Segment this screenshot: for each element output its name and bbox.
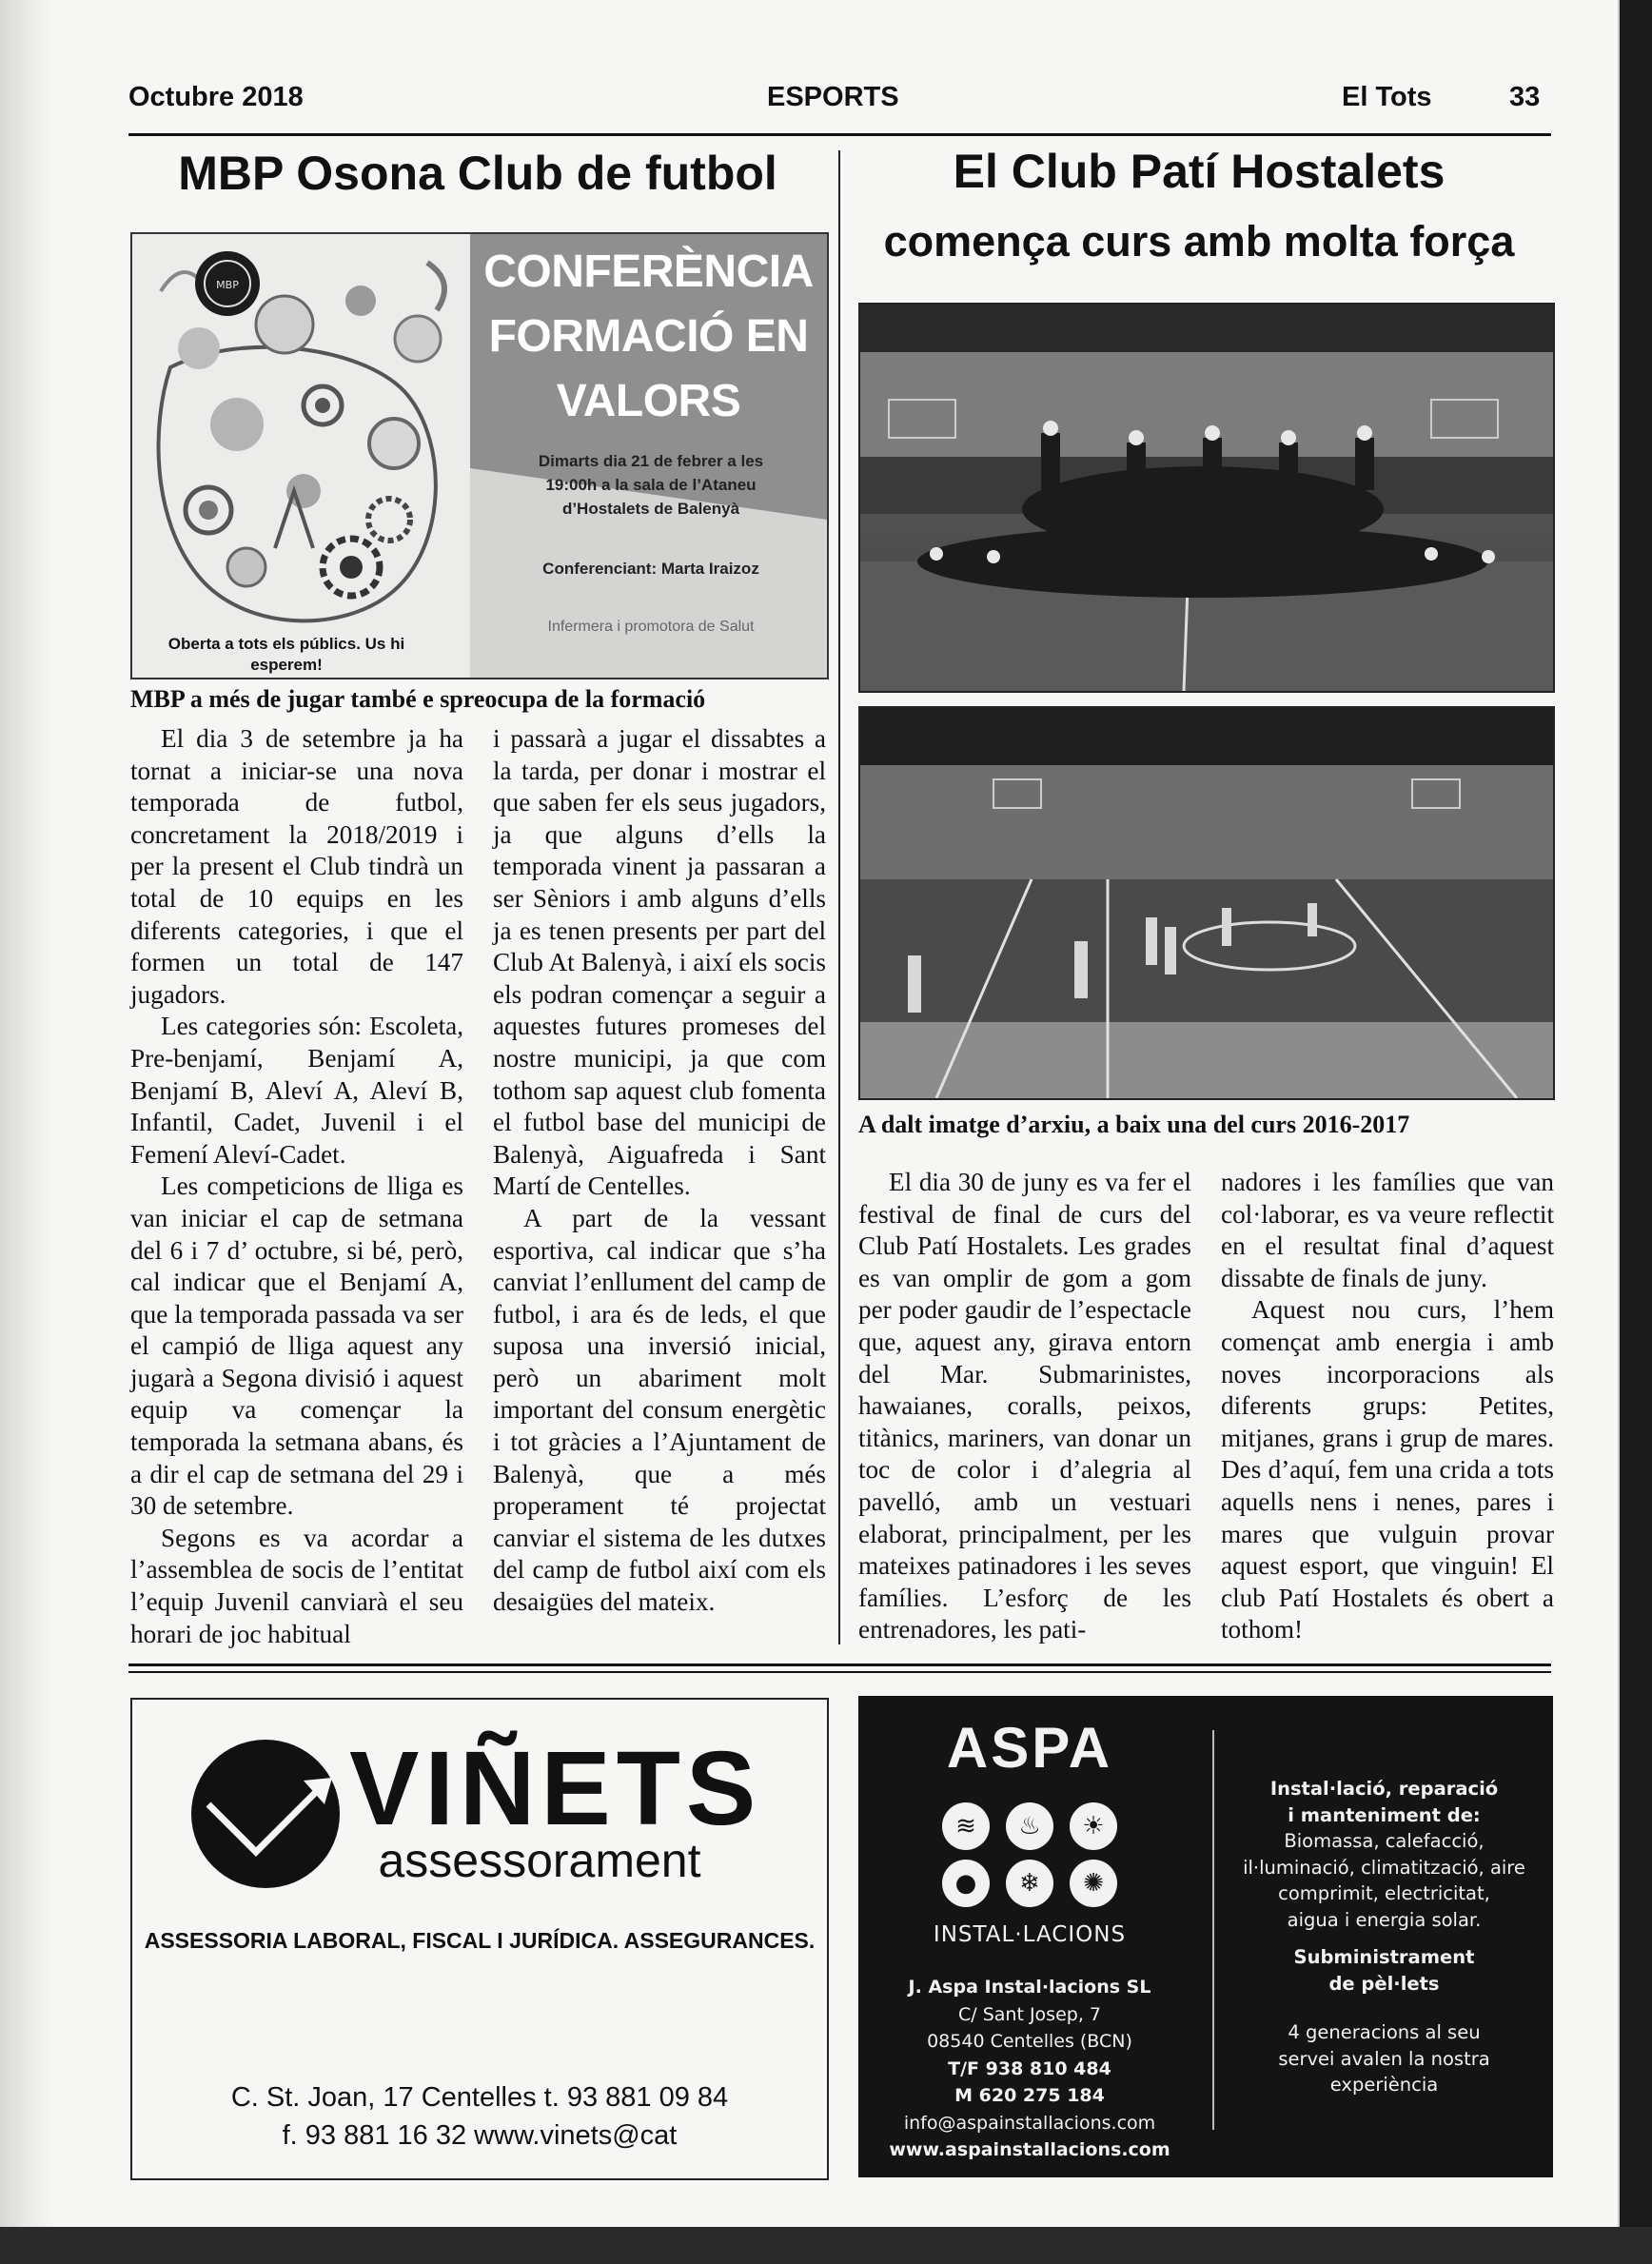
poster-title-line: FORMACIÓ EN [488,311,809,362]
poster-open-invitation [144,634,429,676]
poster-open-line: Oberta a tots els públics. Us hi [167,635,405,653]
poster-when-line: 19:00h a la sala de l’Ataneu [545,476,757,494]
right-article-title-line-1: El Club Patí Hostalets [953,145,1446,198]
vinets-name: VIÑETS [349,1730,762,1847]
vinets-subtitle: assessorament [378,1834,701,1887]
aspa-contact-line: www.aspainstallacions.com [889,2139,1170,2160]
left-article-column-1 [130,723,463,1650]
flame-icon: ♨ [1006,1802,1053,1850]
aspa-contact-line: C/ Sant Josep, 7 [958,2003,1101,2025]
aspa-services-line: Biomassa, calefacció, [1284,1830,1485,1852]
scan-bottom-edge [0,2227,1652,2264]
vinets-contact [132,2078,827,2155]
aspa-services-title-line: Instal·lació, reparació [1269,1778,1499,1800]
header-rule [128,133,1551,136]
header-date: Octubre 2018 [128,82,304,112]
vinets-logo [189,1738,342,1890]
poster-title-line: VALORS [556,376,741,426]
bulb-icon: ☀ [1070,1802,1117,1850]
aspa-contact-line: T/F 938 810 484 [948,2057,1111,2079]
poster-when-line: d’Hostalets de Balenyà [561,500,740,518]
vinets-ad [130,1698,829,2180]
right-article-column-2 [1221,1167,1554,1646]
paragraph: Les categories són: Escoleta, Pre-benjamí, Benjamí A, Benjamí B, Aleví A, Aleví B, Infantil, Cadet, Juvenil i el Femení Aleví-Cadet. [130,1012,463,1169]
aspa-contact [858,1974,1201,2164]
poster-title [470,240,827,434]
left-article-column-2 [493,723,826,1619]
paragraph: nadores i les famílies que van col·laborar, es va veure reflectit en el resultat final d’aquest dissabte de finals de juny. [1221,1168,1554,1292]
column-separator [838,150,840,1644]
heat-icon: ≋ [942,1802,990,1850]
aspa-services-line: comprimit, electricitat, [1278,1882,1490,1904]
skating-course-2016-photo [858,706,1555,1100]
aspa-ad [858,1696,1553,2177]
svg-text:MBP: MBP [216,279,239,291]
snowflake-icon: ❄ [1006,1860,1053,1907]
right-photo-caption: A dalt imatge d’arxiu, a baix una del curs 2016-2017 [858,1111,1410,1138]
paragraph: A part de la vessant esportiva, cal indicar que s’ha canviat l’enllument del camp de futbol, i ara és de leds, el que suposa una inversió inicial, però un abariment molt important del consum energètic i tot gràcies a l’Ajuntament de Balenyà, que a més properament té projectat canviar el sistema de les dutxes del camp de futbol així com els desaigües del mateix. [493,1203,826,1617]
aspa-contact-line: 08540 Centelles (BCN) [927,2031,1132,2052]
aspa-contact-line: J. Aspa Instal·lacions SL [908,1977,1151,1998]
vinets-description: ASSESSORIA LABORAL, FISCAL I JURÍDICA. ASSEGURANCES. [144,1928,816,1953]
poster-title-line: CONFERÈNCIA [483,246,814,297]
drop-icon: ● [942,1860,990,1907]
header-section: ESPORTS [767,82,899,112]
aspa-experience-line: experiència [1329,2074,1439,2096]
paragraph: Segons es va acordar a l’assemblea de socis de l’entitat l’equip Juvenil canviarà el seu horari de joc habitual [130,1523,463,1648]
header-page-number: 33 [1509,82,1541,112]
paragraph: Aquest nou curs, l’hem començat amb energia i amb noves incorporacions als diferents grups: Petites, mitjanes, grans i grup de mares. Des d’aquí, fem una crida a tots aquells nens i nenes, pares i mares que vulguin provar aquest esport, que vinguin! El club Patí Hostalets és obert a tothom! [1221,1295,1554,1644]
right-article-column-1 [858,1167,1191,1646]
right-article-title-line-2: comença curs amb molta força [883,217,1515,266]
conference-poster [130,232,829,679]
poster-when-line: Dimarts dia 21 de febrer a les [538,452,764,470]
paragraph: El dia 3 de setembre ja ha tornat a iniciar-se una nova temporada de futbol, concretament la 2018/2019 i per la present el Club tindrà un total de 10 equips en les diferents categories, i que el formen un total de 147 jugadors. [130,724,463,1009]
sun-icon: ✺ [1070,1860,1117,1907]
poster-date-place [494,449,808,521]
aspa-contact-line: info@aspainstallacions.com [903,2112,1156,2134]
vinets-address-line: f. 93 881 16 32 www.vinets@cat [282,2120,678,2151]
aspa-divider [1212,1730,1214,2130]
aspa-contact-line: M 620 275 184 [954,2085,1105,2106]
aspa-services-line: il·luminació, climatització, aire [1243,1856,1525,1879]
ads-rule-top [128,1664,1551,1666]
poster-speaker-role: Infermera i promotora de Salut [547,619,755,635]
aspa-brand: ASPA [946,1716,1113,1780]
paragraph: Les competicions de lliga es van iniciar el cap de setmana del 6 i 7 d’ octubre, si bé, però, cal indicar que el Benjamí A, que la temporada passada va ser el campió de lliga aquest any jugarà a Segona divisió i aquest equip va començar la temporada la setmana abans, és a dir el cap de setmana del 29 i 30 de setembre. [130,1171,463,1521]
aspa-experience-line: 4 generacions al seu [1288,2021,1481,2043]
paragraph: i passarà a jugar el dissabtes a la tarda, per donar i mostrar el que saben fer els seus jugadors, ja que alguns d’ells la temporada vinent ja passaran a ser Sèniors i amb alguns d’ells ja es tenen presents per part del Club At Balenyà, i així els socis els podran començar a seguir a aquestes futures promeses del nostre municipi, ja que com tothom sap aquest club fomenta el futbol base del municipi de Balenyà, Aiguafreda i Sant Martí de Centelles. [493,724,826,1201]
aspa-experience-line: servei avalen la nostra [1278,2047,1490,2070]
skating-team-archive-photo [858,303,1555,693]
left-photo-caption: MBP a més de jugar també e spreocupa de la formació [130,685,706,713]
aspa-pellets-line: de pèl·lets [1328,1972,1440,1995]
paragraph: El dia 30 de juny es va fer el festival de final de curs del Club Patí Hostalets. Les grades es van omplir de gom a gom per poder gaudir de l’espectacle que, aquest any, girava entorn del Mar. Submarinistes, hawaianes, coralls, peixos, titànics, mariners, van donar un toc de color i d’alegria al pavelló, amb un vestuari elaborat, principalment, per les mateixes patinadores i les seves famílies. L’esforç de les entrenadores, les pati- [858,1168,1191,1644]
poster-speaker: Conferenciant: Marta Iraizoz [542,560,759,578]
header-publication: El Tots [1342,82,1432,112]
vinets-address-line: C. St. Joan, 17 Centelles t. 93 881 09 84 [230,2082,729,2113]
aspa-category: INSTAL·LACIONS [933,1922,1127,1947]
poster-open-line: esperem! [250,656,323,674]
ads-rule-bottom [128,1671,1551,1673]
poster-artwork [132,234,484,678]
aspa-services-line: aigua i energia solar. [1287,1908,1482,1931]
aspa-pellets-line: Subministrament [1293,1946,1475,1968]
aspa-services-title-line: i manteniment de: [1288,1803,1481,1826]
left-article-title: MBP Osona Club de futbol [178,147,777,200]
page-spine-shadow [0,0,55,2227]
aspa-services [1229,1776,1539,2098]
